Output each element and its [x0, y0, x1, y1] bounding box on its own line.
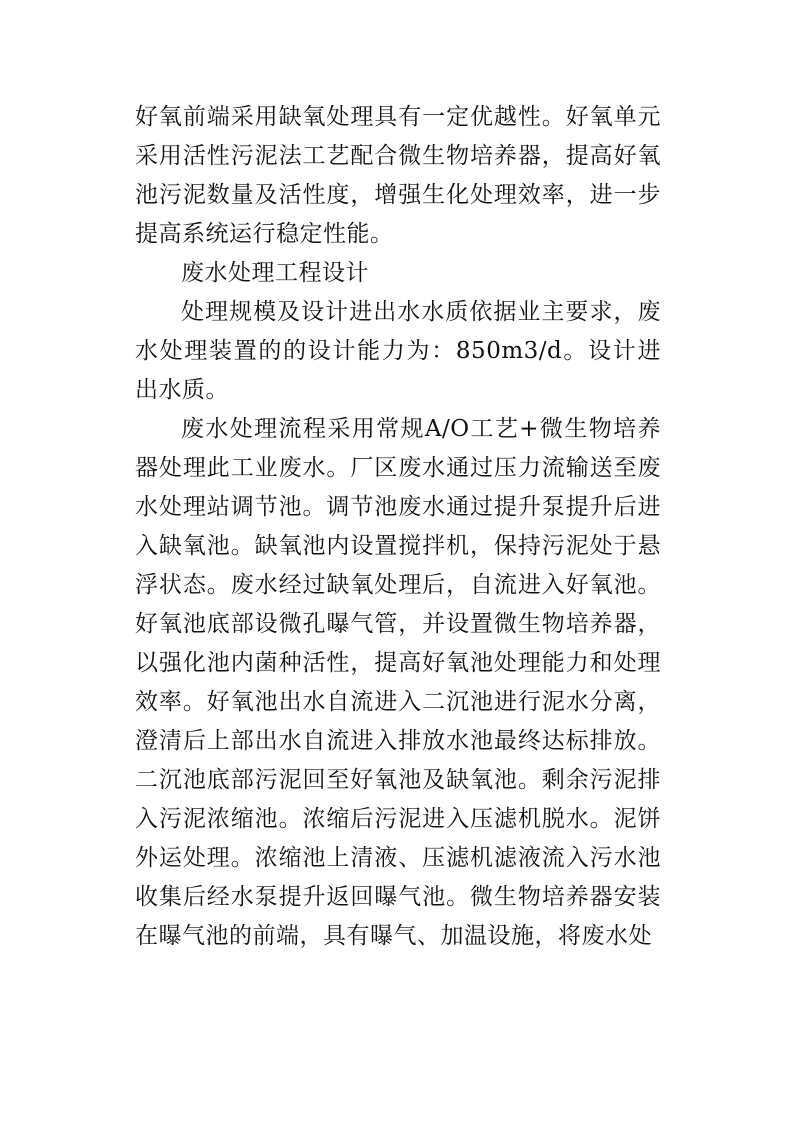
- document-body: [135, 98, 661, 956]
- paragraph-process-flow: 废水处理流程采用常规A/O工艺+微生物培养器处理此工业废水。厂区废水通过压力流输送至废水处理站调节池。调节池废水通过提升泵提升后进入缺氧池。缺氧池内设置搅拌机，保持污泥处于悬浮状态。废水经过缺氧处理后，自流进入好氧池。好氧池底部设微孔曝气管，并设置微生物培养器，以强化池内菌种活性，提高好氧池处理能力和处理效率。好氧池出水自流进入二沉池进行泥水分离，澄清后上部出水自流进入排放水池最终达标排放。二沉池底部污泥回至好氧池及缺氧池。剩余污泥排入污泥浓缩池。浓缩后污泥进入压滤机脱水。泥饼外运处理。浓缩池上清液、压滤机滤液流入污水池收集后经水泵提升返回曝气池。微生物培养器安装在曝气池的前端，具有曝气、加温设施，将废水处: [135, 416, 661, 949]
- paragraph-intro: 好氧前端采用缺氧处理具有一定优越性。好氧单元采用活性污泥法工艺配合微生物培养器，提高好氧池污泥数量及活性度，增强生化处理效率，进一步提高系统运行稳定性能。: [135, 104, 661, 247]
- section-heading: 废水处理工程设计: [181, 260, 369, 286]
- paragraph-design-capacity: 处理规模及设计进出水水质依据业主要求，废水处理装置的的设计能力为：850m3/d。设计进出水质。: [135, 299, 661, 403]
